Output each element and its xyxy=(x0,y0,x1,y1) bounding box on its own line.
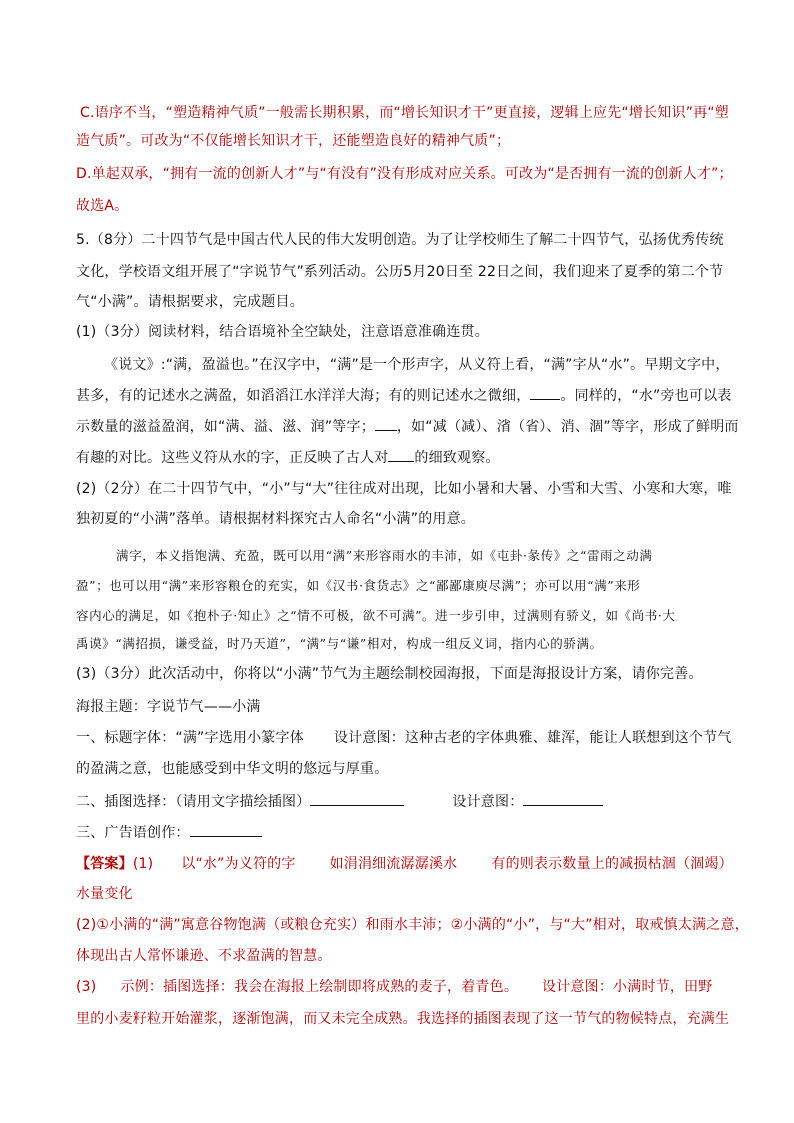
answer-blank-1[interactable] xyxy=(530,385,560,400)
q5-intro-line1: 5.（8分）二十四节气是中国古代人民的伟大发明创造。为了让学校师生了解二十四节气，弘扬优秀传统 xyxy=(76,232,724,248)
answer-blank-3[interactable] xyxy=(388,447,414,462)
material-line2: 盈”；也可以用“满”来形容粮仓的充实，如《汉书·食货志》之“鄙鄙康庾尽满”；亦可以用“满”来形 xyxy=(76,578,641,593)
poster-font-line2: 的盈满之意，也能感受到中华文明的悠远与厚重。 xyxy=(76,761,389,777)
q5-part1-line3-text-a: 示数量的滋益盈润，如“满、溢、滋、润”等字； xyxy=(76,419,375,435)
answer-part2-line2: 体现出古人常怀谦逊、不求盈满的智慧。 xyxy=(76,948,332,964)
q5-part2-heading-line1: (2)（2分）在二十四节气中，“小”与“大”往往成对出现，比如小暑和大暑、小雪和大雪、小寒和大寒，唯 xyxy=(76,481,732,497)
q5-intro-line3: 气“小满”。请根据要求，完成题目。 xyxy=(76,294,304,310)
answer-part1-line2: 水量变化 xyxy=(76,886,133,902)
illustration-blank[interactable] xyxy=(310,791,404,806)
poster-slogan-line xyxy=(76,822,262,843)
option-d-line1: D.单起双承，“拥有一流的创新人才”与“有没有”没有形成对应关系。可改为“是否拥有一流的创新人才”； xyxy=(76,166,733,182)
poster-illustration-intent-label: 设计意图： xyxy=(452,794,524,810)
answer-part3-intent: 设计意图：小满时节，田野 xyxy=(542,979,713,995)
q5-part1-line3-text-b: ，如“减（减）、渻（省）、消、涸”等字，形成了鲜明而 xyxy=(396,419,739,435)
material-line4: 禹谟》“满招损，谦受益，时乃天道”，“满”与“谦”相对，构成一组反义词，指内心的骄满。 xyxy=(76,636,603,651)
option-c-line1: C.语序不当，“塑造精神气质”一般需长期积累，而“增长知识才干”更直接，逻辑上应先“增长知识”再“塑 xyxy=(80,105,729,121)
answer-part2-line1: (2)①小满的“满”寓意谷物饱满（或粮仓充实）和雨水丰沛；②小满的“小”，与“大”相对，取戒慎太满之意， xyxy=(76,917,749,933)
poster-theme: 海报主题：字说节气——小满 xyxy=(76,699,261,715)
poster-font-line1 xyxy=(76,728,732,748)
poster-slogan-label: 三、广告语创作： xyxy=(76,825,190,841)
q5-part3-heading: (3)（3分）此次活动中，你将以“小满”节气为主题绘制校园海报，下面是海报设计方案，请你完善。 xyxy=(76,666,703,682)
material-line1: 满字，本义指饱满、充盈，既可以用“满”来形容雨水的丰沛，如《屯卦·彖传》之“雷雨之动满 xyxy=(116,548,653,563)
answer-part1-number: (1) xyxy=(132,856,154,872)
answer-part1-blank2: 如涓涓细流潺潺溪水 xyxy=(329,856,458,872)
q5-part1-line4 xyxy=(76,447,500,468)
answer-part1-line1 xyxy=(76,854,733,874)
slogan-blank[interactable] xyxy=(190,822,262,837)
poster-font-intent: 设计意图：这种古老的字体典雅、雄浑，能让人联想到这个节气 xyxy=(333,730,732,746)
q5-part1-line3 xyxy=(76,416,739,437)
option-c-line2: 造气质”。可改为“不仅能增长知识才干，还能塑造良好的精神气质”； xyxy=(76,133,511,149)
material-line3: 容内心的满足，如《抱朴子·知止》之“情不可极，欲不可满”。进一步引申，过满则有骄义，如《尚书·大 xyxy=(76,608,676,623)
answer-part3-line1 xyxy=(76,977,712,997)
answer-blank-2[interactable] xyxy=(375,416,397,431)
option-d-line2: 故选A。 xyxy=(76,198,129,214)
q5-part1-line2 xyxy=(76,385,732,406)
answer-part1-blank1: 以“水”为义符的字 xyxy=(181,856,296,872)
q5-part1-line1: 《说文》:“满，盈溢也。”在汉字中，“满”是一个形声字，从义符上看，“满”字从“水”。早期文字中， xyxy=(104,357,730,373)
q5-part1-heading: (1)（3分）阅读材料，结合语境补全空缺处，注意语意准确连贯。 xyxy=(76,324,489,340)
answer-tag: 【答案】 xyxy=(76,856,133,872)
illustration-intent-blank[interactable] xyxy=(523,791,603,806)
q5-part1-line4-text-b: 的细致观察。 xyxy=(414,450,500,466)
q5-part1-line2-text-b: 。同样的，“水”旁也可以表 xyxy=(560,388,732,404)
poster-illustration-line xyxy=(76,791,603,812)
poster-illustration-label: 二、插图选择：（请用文字描绘插图） xyxy=(76,794,311,810)
answer-part3-number: (3) xyxy=(76,979,97,995)
answer-part1-blank3: 有的则表示数量上的减损枯涸（涸竭） xyxy=(491,856,733,872)
q5-part2-heading-line2: 独初夏的“小满”落单。请根据材料探究古人命名“小满”的用意。 xyxy=(76,511,476,527)
answer-part3-line2: 里的小麦籽粒开始灌浆，逐渐饱满，而又未完全成熟。我选择的插图表现了这一节气的物候特点，充满生 xyxy=(76,1011,730,1027)
poster-font-choice: 一、标题字体：“满”字选用小篆字体 xyxy=(76,730,304,746)
q5-intro-line2: 文化，学校语文组开展了“字说节气”系列活动。公历5月20日至 22日之间，我们迎来了夏季的第二个节 xyxy=(76,264,724,280)
answer-part3-illustration: 示例：插图选择：我会在海报上绘制即将成熟的麦子，着青色。 xyxy=(120,979,519,995)
q5-part1-line4-text-a: 有趣的对比。这些义符从水的字，正反映了古人对 xyxy=(76,450,389,466)
q5-part1-line2-text-a: 甚多，有的记述水之满盈，如滔滔江水洋洋大海；有的则记述水之微细， xyxy=(76,388,531,404)
